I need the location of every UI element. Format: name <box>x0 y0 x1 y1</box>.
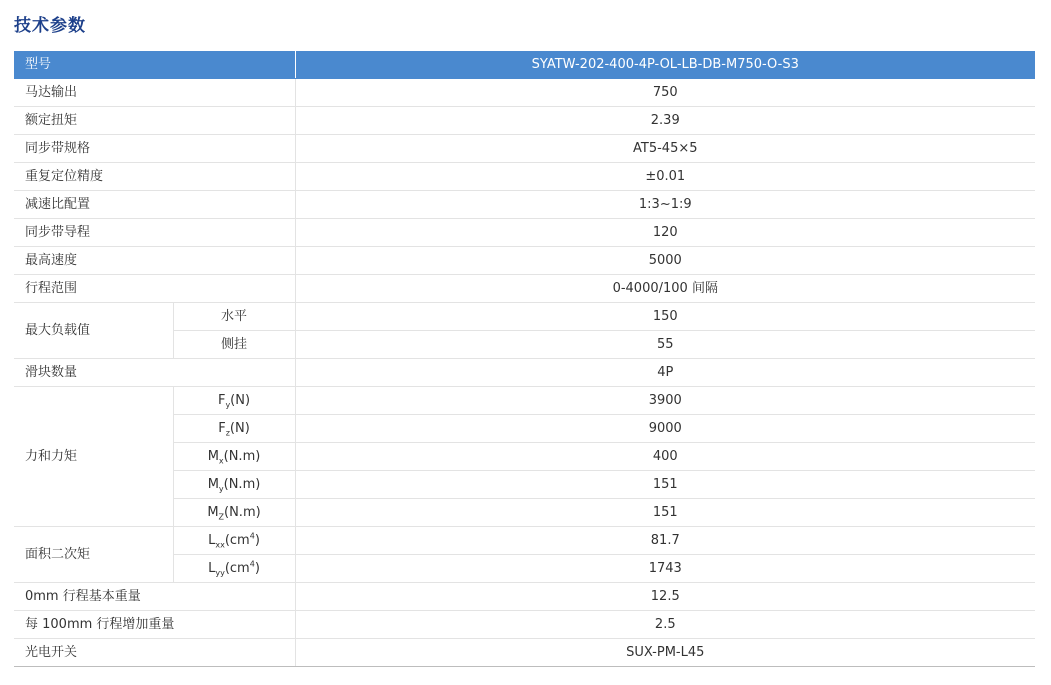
table-row <box>14 135 1035 163</box>
table-row <box>14 247 1035 275</box>
row-value: 4P <box>295 359 1035 387</box>
row-value: 12.5 <box>295 583 1035 611</box>
row-value: 150 <box>295 303 1035 331</box>
row-label: 每 100mm 行程增加重量 <box>14 611 295 639</box>
symbol: F <box>217 393 226 408</box>
table-row <box>14 611 1035 639</box>
table-row <box>14 107 1035 135</box>
unit: (cm <box>224 561 250 576</box>
table-row <box>14 639 1035 667</box>
row-label: 同步带导程 <box>14 219 295 247</box>
sub-label <box>173 499 295 527</box>
row-value: 750 <box>295 79 1035 107</box>
sub-label <box>173 471 295 499</box>
symbol-subscript: y <box>225 400 231 410</box>
symbol: M <box>207 449 219 464</box>
row-label: 最高速度 <box>14 247 295 275</box>
sub-label <box>173 555 295 583</box>
row-value: AT5-45×5 <box>295 135 1035 163</box>
sub-label <box>173 443 295 471</box>
sub-label <box>173 415 295 443</box>
row-value: 120 <box>295 219 1035 247</box>
row-value: 151 <box>295 471 1035 499</box>
row-value: 1743 <box>295 555 1035 583</box>
group-label: 面积二次矩 <box>14 527 173 583</box>
unit: (N.m) <box>223 477 261 492</box>
row-value: 81.7 <box>295 527 1035 555</box>
row-value: SUX-PM-L45 <box>295 639 1035 667</box>
row-value: 9000 <box>295 415 1035 443</box>
row-value: 2.39 <box>295 107 1035 135</box>
header-value: SYATW-202-400-4P-OL-LB-DB-M750-O-S3 <box>295 51 1035 79</box>
row-label: 0mm 行程基本重量 <box>14 583 295 611</box>
row-label: 行程范围 <box>14 275 295 303</box>
row-value: 2.5 <box>295 611 1035 639</box>
row-label: 同步带规格 <box>14 135 295 163</box>
table-row <box>14 163 1035 191</box>
header-label: 型号 <box>14 51 295 79</box>
row-value: 5000 <box>295 247 1035 275</box>
symbol: L <box>208 561 216 576</box>
page-title: 技术参数 <box>14 16 86 36</box>
group-label: 力和力矩 <box>14 387 173 527</box>
group-label: 最大负载值 <box>14 303 173 359</box>
unit: (cm <box>224 533 250 548</box>
row-value: 1:3~1:9 <box>295 191 1035 219</box>
table-row <box>14 275 1035 303</box>
sub-label <box>173 527 295 555</box>
unit: (N) <box>229 421 250 436</box>
unit-superscript: 4 <box>249 559 255 569</box>
header-row <box>14 51 1035 79</box>
row-value: 3900 <box>295 387 1035 415</box>
symbol-subscript: yy <box>215 568 225 578</box>
row-label: 重复定位精度 <box>14 163 295 191</box>
unit-close: ) <box>254 533 260 548</box>
unit: (N.m) <box>224 505 261 520</box>
table-row <box>14 527 1035 555</box>
unit: (N.m) <box>223 449 261 464</box>
spec-table <box>14 51 1035 667</box>
row-label: 滑块数量 <box>14 359 295 387</box>
table-row <box>14 303 1035 331</box>
table-row <box>14 387 1035 415</box>
row-value: 151 <box>295 499 1035 527</box>
row-value: ±0.01 <box>295 163 1035 191</box>
table-row <box>14 359 1035 387</box>
sub-label: 侧挂 <box>173 331 295 359</box>
row-value: 400 <box>295 443 1035 471</box>
symbol-subscript: Z <box>218 512 225 522</box>
row-label: 额定扭矩 <box>14 107 295 135</box>
table-row <box>14 219 1035 247</box>
row-label: 马达输出 <box>14 79 295 107</box>
table-row <box>14 583 1035 611</box>
symbol-subscript: xx <box>215 540 225 550</box>
unit-superscript: 4 <box>249 531 255 541</box>
symbol: F <box>218 421 226 436</box>
table-row <box>14 79 1035 107</box>
symbol-subscript: z <box>225 428 230 438</box>
symbol-subscript: x <box>218 456 224 466</box>
unit-close: ) <box>254 561 260 576</box>
sub-label <box>173 387 295 415</box>
symbol: M <box>207 505 219 520</box>
row-value: 55 <box>295 331 1035 359</box>
symbol-subscript: y <box>218 484 224 494</box>
row-value: 0-4000/100 间隔 <box>295 275 1035 303</box>
table-row <box>14 191 1035 219</box>
sub-label: 水平 <box>173 303 295 331</box>
row-label: 光电开关 <box>14 639 295 667</box>
unit: (N) <box>230 393 251 408</box>
symbol: M <box>207 477 219 492</box>
symbol: L <box>208 533 216 548</box>
row-label: 减速比配置 <box>14 191 295 219</box>
